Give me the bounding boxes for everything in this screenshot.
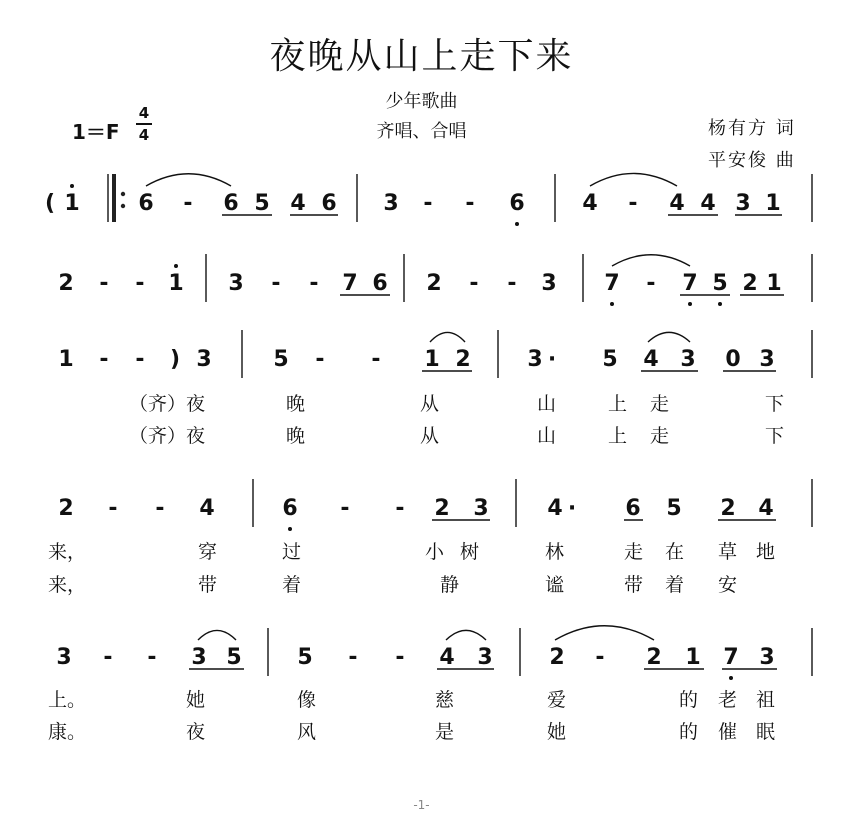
note: - bbox=[155, 496, 165, 521]
slur bbox=[146, 174, 231, 186]
lyric-syllable: 是 bbox=[435, 721, 455, 743]
octave-up-dot bbox=[174, 264, 178, 268]
note: 5 bbox=[254, 191, 270, 216]
note: 3 bbox=[759, 645, 775, 670]
lyric-syllable: 林 bbox=[545, 541, 565, 563]
lyric-syllable: 上 bbox=[608, 393, 628, 415]
note: - bbox=[147, 645, 157, 670]
octave-down-dot bbox=[729, 676, 733, 680]
repeat-dot bbox=[121, 192, 125, 196]
note: · bbox=[547, 347, 557, 372]
slur bbox=[648, 332, 690, 342]
lyric-syllable: （齐）夜 bbox=[129, 393, 206, 415]
lyric-syllable: 着 bbox=[665, 574, 685, 596]
lyric-syllable: 下 bbox=[765, 425, 785, 447]
slur bbox=[555, 626, 654, 640]
lyric-syllable: 的 bbox=[679, 689, 699, 711]
lyric-syllable: 着 bbox=[282, 574, 302, 596]
note: - bbox=[348, 645, 358, 670]
note: 1 bbox=[58, 347, 74, 372]
octave-up-dot bbox=[70, 184, 74, 188]
note: 4 bbox=[199, 496, 215, 521]
lyric-syllable: 上 bbox=[608, 425, 628, 447]
lyric-syllable: 来， bbox=[48, 574, 87, 596]
time-numerator: 4 bbox=[138, 104, 150, 122]
lyric-syllable: 带 bbox=[624, 574, 644, 596]
lyric-syllable: 康。 bbox=[48, 721, 87, 743]
lyric-syllable: 慈 bbox=[435, 689, 455, 711]
note: 3 bbox=[196, 347, 212, 372]
lyric-syllable: 草 bbox=[718, 541, 738, 563]
note: 2 bbox=[434, 496, 450, 521]
lyric-syllable: 小 bbox=[425, 541, 445, 563]
note: 4 bbox=[669, 191, 685, 216]
lyric-syllable: 晚 bbox=[286, 425, 306, 447]
note: 5 bbox=[226, 645, 242, 670]
note: - bbox=[103, 645, 113, 670]
note: 3 bbox=[473, 496, 489, 521]
note: 3 bbox=[477, 645, 493, 670]
note: 4 bbox=[290, 191, 306, 216]
key-signature: 1＝F bbox=[72, 120, 120, 144]
note: - bbox=[271, 271, 281, 296]
note: 7 bbox=[604, 271, 620, 296]
note: 1 bbox=[168, 271, 184, 296]
note: 0 bbox=[725, 347, 741, 372]
lyric-syllable: 上。 bbox=[48, 689, 87, 711]
note: 3 bbox=[541, 271, 557, 296]
note: 3 bbox=[759, 347, 775, 372]
note: 1 bbox=[766, 271, 782, 296]
lyric-syllable: 在 bbox=[665, 541, 685, 563]
note: 2 bbox=[742, 271, 758, 296]
note: 4 bbox=[643, 347, 659, 372]
note: ) bbox=[169, 347, 181, 372]
note: 2 bbox=[720, 496, 736, 521]
note: 5 bbox=[297, 645, 313, 670]
note: 6 bbox=[223, 191, 239, 216]
lyric-syllable: 晚 bbox=[286, 393, 306, 415]
note: 1 bbox=[64, 191, 80, 216]
note: 3 bbox=[228, 271, 244, 296]
note: - bbox=[628, 191, 638, 216]
slur bbox=[198, 630, 236, 640]
note: - bbox=[507, 271, 517, 296]
lyric-syllable: 走 bbox=[624, 541, 644, 563]
lyric-syllable: 祖 bbox=[756, 689, 776, 711]
note: 4 bbox=[547, 496, 563, 521]
lyric-syllable: 山 bbox=[537, 425, 557, 447]
note: 3 bbox=[56, 645, 72, 670]
note: 4 bbox=[582, 191, 598, 216]
note: - bbox=[395, 496, 405, 521]
note: 3 bbox=[527, 347, 543, 372]
octave-down-dot bbox=[688, 302, 692, 306]
note: 6 bbox=[372, 271, 388, 296]
note: 3 bbox=[383, 191, 399, 216]
page-number: -1- bbox=[413, 798, 430, 812]
slur bbox=[430, 332, 465, 342]
note: 2 bbox=[455, 347, 471, 372]
note: - bbox=[646, 271, 656, 296]
note: - bbox=[465, 191, 475, 216]
note: 6 bbox=[509, 191, 525, 216]
note: 3 bbox=[735, 191, 751, 216]
lyric-syllable: 过 bbox=[282, 541, 302, 563]
note: 2 bbox=[646, 645, 662, 670]
lyric-syllable: 静 bbox=[440, 574, 460, 596]
note: 6 bbox=[138, 191, 154, 216]
note: - bbox=[340, 496, 350, 521]
note: 7 bbox=[682, 271, 698, 296]
performance-note: 齐唱、合唱 bbox=[376, 121, 467, 142]
note: ( bbox=[44, 191, 56, 216]
note: 5 bbox=[712, 271, 728, 296]
note: - bbox=[595, 645, 605, 670]
lyric-syllable: 爱 bbox=[547, 689, 567, 711]
lyric-syllable: 从 bbox=[420, 425, 440, 447]
note: - bbox=[183, 191, 193, 216]
lyric-syllable: 带 bbox=[198, 574, 218, 596]
note: · bbox=[567, 496, 577, 521]
lyric-syllable: 眠 bbox=[756, 721, 776, 743]
note: 1 bbox=[424, 347, 440, 372]
lyric-syllable: 风 bbox=[297, 721, 317, 743]
lyric-syllable: 她 bbox=[186, 689, 206, 711]
lyric-syllable: 穿 bbox=[198, 541, 218, 563]
note: 5 bbox=[273, 347, 289, 372]
note: 6 bbox=[282, 496, 298, 521]
note: - bbox=[395, 645, 405, 670]
note: 3 bbox=[680, 347, 696, 372]
note: - bbox=[309, 271, 319, 296]
note: 4 bbox=[700, 191, 716, 216]
composer-credit: 平安俊 曲 bbox=[708, 150, 796, 171]
octave-down-dot bbox=[515, 222, 519, 226]
note: 5 bbox=[666, 496, 682, 521]
note: 7 bbox=[723, 645, 739, 670]
lyric-syllable: 走 bbox=[650, 425, 670, 447]
lyric-syllable: 夜 bbox=[186, 721, 206, 743]
slur bbox=[446, 630, 486, 640]
octave-down-dot bbox=[288, 527, 292, 531]
note: - bbox=[135, 271, 145, 296]
octave-down-dot bbox=[610, 302, 614, 306]
lyric-syllable: 老 bbox=[718, 689, 738, 711]
lyric-syllable: 谧 bbox=[545, 574, 565, 596]
note: - bbox=[371, 347, 381, 372]
song-subtitle: 少年歌曲 bbox=[385, 91, 458, 112]
lyric-syllable: 催 bbox=[718, 721, 738, 743]
lyric-syllable: 走 bbox=[650, 393, 670, 415]
note: 2 bbox=[426, 271, 442, 296]
note: 1 bbox=[765, 191, 781, 216]
note: - bbox=[108, 496, 118, 521]
note: 2 bbox=[58, 496, 74, 521]
note: 5 bbox=[602, 347, 618, 372]
note: 2 bbox=[58, 271, 74, 296]
lyric-syllable: 她 bbox=[547, 721, 567, 743]
lyric-syllable: 树 bbox=[460, 541, 480, 563]
lyric-syllable: 山 bbox=[537, 393, 557, 415]
note: - bbox=[469, 271, 479, 296]
note: 6 bbox=[625, 496, 641, 521]
time-denominator: 4 bbox=[138, 126, 150, 144]
octave-down-dot bbox=[718, 302, 722, 306]
lyric-syllable: 地 bbox=[756, 541, 776, 563]
lyric-syllable: （齐）夜 bbox=[129, 425, 206, 447]
note: - bbox=[99, 271, 109, 296]
note: 4 bbox=[758, 496, 774, 521]
note: 7 bbox=[342, 271, 358, 296]
lyric-syllable: 像 bbox=[297, 689, 317, 711]
note: 1 bbox=[685, 645, 701, 670]
lyric-syllable: 从 bbox=[420, 393, 440, 415]
note: 4 bbox=[439, 645, 455, 670]
lyric-syllable: 安 bbox=[718, 574, 738, 596]
note: - bbox=[99, 347, 109, 372]
lyric-syllable: 的 bbox=[679, 721, 699, 743]
slur bbox=[612, 255, 690, 266]
note: - bbox=[423, 191, 433, 216]
note: 6 bbox=[321, 191, 337, 216]
note: - bbox=[135, 347, 145, 372]
note: - bbox=[315, 347, 325, 372]
note: 2 bbox=[549, 645, 565, 670]
lyricist-credit: 杨有方 词 bbox=[708, 118, 796, 139]
lyric-syllable: 来， bbox=[48, 541, 87, 563]
song-title: 夜晚从山上走下来 bbox=[269, 36, 574, 77]
slur bbox=[590, 173, 677, 186]
note: 3 bbox=[191, 645, 207, 670]
lyric-syllable: 下 bbox=[765, 393, 785, 415]
repeat-dot bbox=[121, 204, 125, 208]
